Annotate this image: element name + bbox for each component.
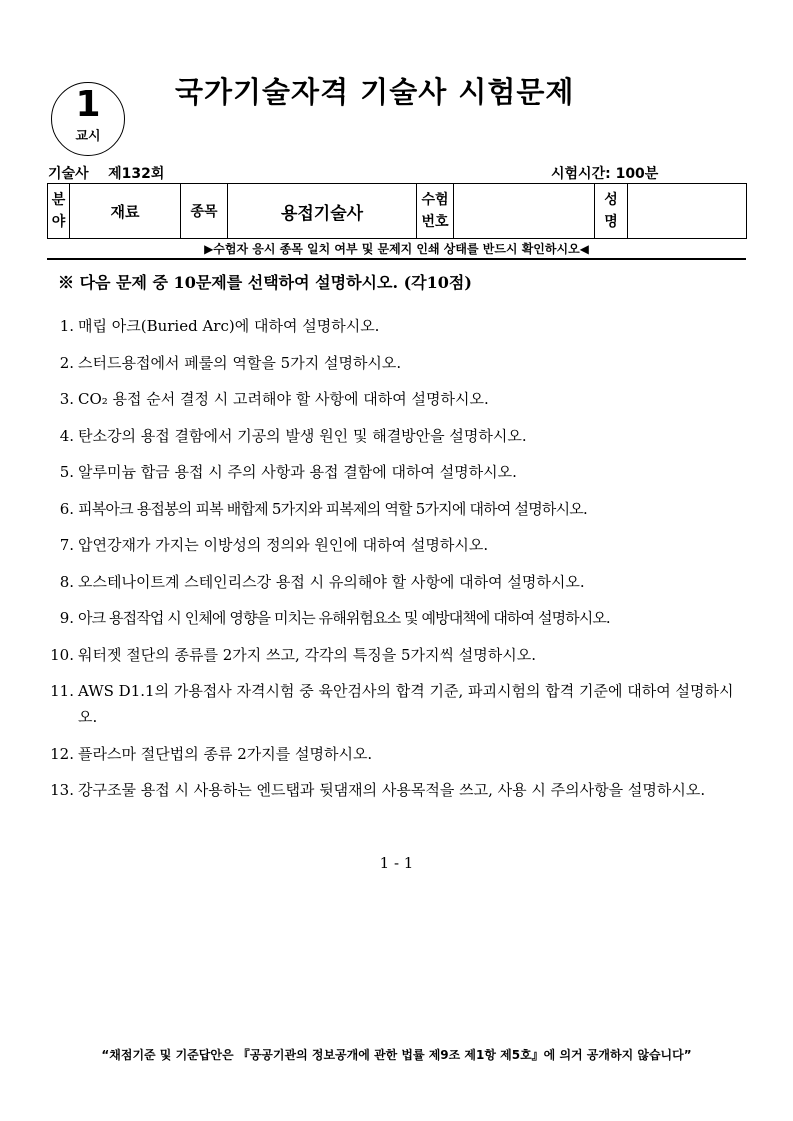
question-item (48, 642, 748, 668)
notice: ▶수험자 응시 종목 일치 여부 및 문제지 인쇄 상태를 반드시 확인하시오◀ (204, 242, 589, 256)
question-number: 6. (59, 499, 74, 518)
question-text: AWS D1.1의 가용접사 자격시험 중 육안검사의 합격 기준, 파괴시험의 합격 기준에 대하여 설명하시오. (78, 682, 734, 726)
question-text: 강구조물 용접 시 사용하는 엔드탭과 뒷댐재의 사용목적을 쓰고, 사용 시 주의사항을 설명하시오. (78, 781, 706, 799)
exam-category: 기술사 (48, 166, 89, 182)
name-label-cell (595, 184, 628, 239)
question-number: 12. (50, 744, 74, 763)
exam-number-field[interactable] (454, 184, 595, 239)
question-item (48, 350, 748, 376)
item-label-cell: 종목 (181, 184, 228, 239)
number-label-line: 번호 (421, 214, 449, 230)
number-label-line: 수험 (421, 192, 449, 208)
question-number: 9. (59, 609, 74, 627)
question-number: 10. (50, 645, 74, 664)
exam-round-info (48, 163, 164, 183)
question-number: 4. (59, 426, 74, 445)
question-item (48, 777, 748, 803)
exam-round: 제132회 (108, 166, 165, 182)
exam-time-value: 100분 (615, 166, 659, 182)
question-list (48, 313, 748, 814)
field-label-line: 분 (51, 192, 66, 208)
question-number: 3. (59, 390, 74, 408)
question-text: 오스테나이트계 스테인리스강 용접 시 유의해야 할 사항에 대하여 설명하시오. (78, 572, 585, 591)
divider (47, 258, 746, 260)
question-item (48, 741, 748, 767)
session-number: 1 (75, 84, 101, 125)
question-number: 5. (59, 463, 74, 481)
question-number: 7. (59, 536, 74, 554)
instruction: ※ 다음 문제 중 10문제를 선택하여 설명하시오. (각10점) (58, 273, 472, 292)
exam-header-table (47, 183, 747, 239)
question-text: 아크 용접작업 시 인체에 영향을 미치는 유해위험요소 및 예방대책에 대하여 설명하시오. (78, 609, 610, 627)
name-label-line: 성 (604, 192, 618, 208)
session-label: 교시 (75, 129, 101, 144)
question-item (48, 313, 748, 339)
question-text: 스터드용접에서 페룰의 역할을 5가지 설명하시오. (78, 353, 402, 372)
question-text: 피복아크 용접봉의 피복 배합제 5가지와 피복제의 역할 5가지에 대하여 설명하시오. (78, 499, 587, 518)
question-item (48, 423, 748, 449)
field-value-cell: 재료 (70, 184, 181, 239)
number-label-cell (417, 184, 454, 239)
question-text: 알루미늄 합금 용접 시 주의 사항과 용접 결함에 대하여 설명하시오. (78, 463, 517, 481)
question-text: CO₂ 용접 순서 결정 시 고려해야 할 사항에 대하여 설명하시오. (78, 390, 489, 408)
session-badge (51, 82, 125, 156)
question-item (48, 569, 748, 595)
question-item (48, 605, 748, 631)
question-number: 11. (50, 682, 74, 700)
page-number: 1 - 1 (379, 854, 414, 872)
question-item (48, 532, 748, 558)
question-number: 13. (50, 781, 74, 799)
exam-time (551, 163, 658, 183)
question-item (48, 386, 748, 412)
name-label-line: 명 (604, 214, 618, 230)
question-item (48, 459, 748, 485)
field-label-line: 야 (51, 214, 66, 230)
question-number: 8. (59, 572, 74, 591)
question-number: 2. (59, 353, 74, 372)
question-text: 탄소강의 용접 결함에서 기공의 발생 원인 및 해결방안을 설명하시오. (78, 426, 527, 445)
field-label-cell (48, 184, 70, 239)
question-text: 매립 아크(Buried Arc)에 대하여 설명하시오. (78, 317, 380, 335)
item-value-cell: 용접기술사 (228, 184, 417, 239)
question-number: 1. (59, 317, 74, 335)
page-title: 국가기술자격 기술사 시험문제 (175, 75, 575, 109)
question-item (48, 496, 748, 522)
question-text: 플라스마 절단법의 종류 2가지를 설명하시오. (78, 744, 373, 763)
footer-notice: “채점기준 및 기준답안은 『공공기관의 정보공개에 관한 법률 제9조 제1항 제5호』에 의거 공개하지 않습니다” (101, 1048, 692, 1062)
exam-time-label: 시험시간: (551, 166, 611, 182)
question-item (48, 678, 748, 730)
question-text: 워터젯 절단의 종류를 2가지 쓰고, 각각의 특징을 5가지씩 설명하시오. (78, 645, 537, 664)
name-field[interactable] (628, 184, 747, 239)
question-text: 압연강재가 가지는 이방성의 정의와 원인에 대하여 설명하시오. (78, 536, 489, 554)
